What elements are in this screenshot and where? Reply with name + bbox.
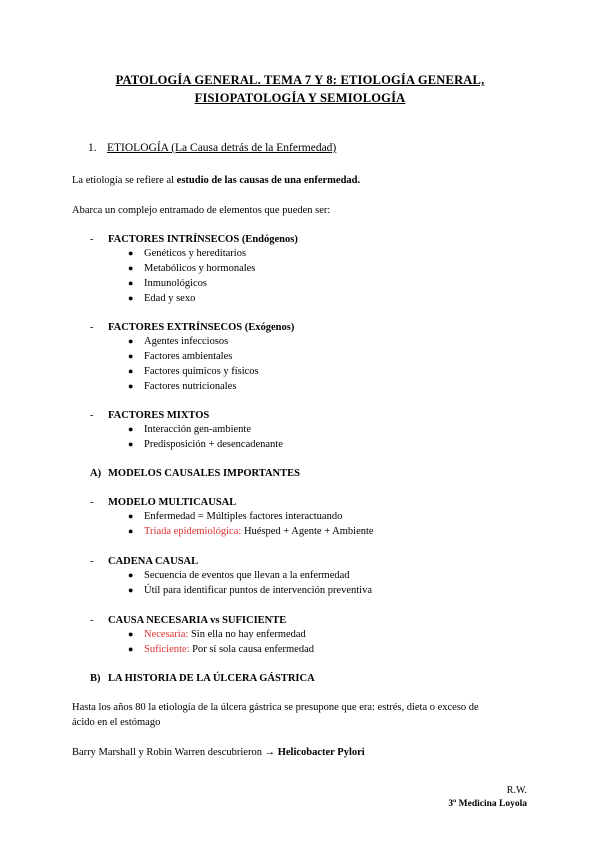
model-heading-necesaria: CAUSA NECESARIA vs SUFICIENTE bbox=[108, 615, 287, 626]
intro-paragraph-2: Abarca un complejo entramado de elementos que pueden ser: bbox=[72, 205, 331, 216]
historia-bold-text: Helicobacter Pylori bbox=[277, 747, 365, 758]
dash-marker: - bbox=[90, 556, 94, 567]
model-heading-multicausal: MODELO MULTICAUSAL bbox=[108, 497, 237, 508]
intro-text: La etiología se refiere al bbox=[72, 175, 177, 186]
list-item-text: Sin ella no hay enfermedad bbox=[188, 629, 306, 640]
arrow-icon: → bbox=[264, 747, 276, 758]
list-item: Genéticos y hereditarios bbox=[144, 248, 247, 259]
bullet-icon: ● bbox=[128, 366, 134, 376]
doc-title-line2: FISIOPATOLOGÍA Y SEMIOLOGÍA bbox=[194, 91, 406, 105]
list-item bbox=[144, 525, 374, 538]
historia-text: Barry Marshall y Robin Warren descubrieron bbox=[72, 747, 265, 758]
bullet-icon: ● bbox=[128, 439, 134, 449]
intro-paragraph-1 bbox=[72, 174, 360, 187]
subsection-heading-a: MODELOS CAUSALES IMPORTANTES bbox=[108, 468, 300, 479]
subsection-letter-b: B) bbox=[90, 673, 101, 684]
list-item: Factores nutricionales bbox=[144, 381, 237, 392]
bullet-icon: ● bbox=[128, 526, 134, 536]
list-item-text: Por sí sola causa enfermedad bbox=[189, 644, 314, 655]
historia-paragraph-line1: Hasta los años 80 la etiología de la úlcera gástrica se presupone que era: estrés, dieta o exceso de bbox=[72, 702, 479, 713]
list-item: Metabólicos y hormonales bbox=[144, 263, 256, 274]
list-item: Interacción gen-ambiente bbox=[144, 424, 251, 435]
bullet-icon: ● bbox=[128, 629, 134, 639]
bullet-icon: ● bbox=[128, 278, 134, 288]
group-heading-mixtos: FACTORES MIXTOS bbox=[108, 410, 210, 421]
dash-marker: - bbox=[90, 497, 94, 508]
list-item: Factores químicos y físicos bbox=[144, 366, 259, 377]
list-item: Útil para identificar puntos de intervención preventiva bbox=[144, 585, 373, 596]
dash-marker: - bbox=[90, 322, 94, 333]
bullet-icon: ● bbox=[128, 511, 134, 521]
bullet-icon: ● bbox=[128, 381, 134, 391]
list-item: Secuencia de eventos que llevan a la enfermedad bbox=[144, 570, 350, 581]
intro-bold-text: estudio de las causas de una enfermedad. bbox=[176, 175, 361, 186]
list-item: Enfermedad = Múltiples factores interactuando bbox=[144, 511, 343, 522]
list-item: Agentes infecciosos bbox=[144, 336, 229, 347]
list-item: Predisposición + desencadenante bbox=[144, 439, 283, 450]
list-item: Inmunológicos bbox=[144, 278, 207, 289]
dash-marker: - bbox=[90, 410, 94, 421]
highlight-term: Necesaria: bbox=[144, 629, 189, 640]
bullet-icon: ● bbox=[128, 336, 134, 346]
subsection-heading-b: LA HISTORIA DE LA ÚLCERA GÁSTRICA bbox=[108, 673, 315, 684]
dash-marker: - bbox=[90, 615, 94, 626]
section-number: 1. bbox=[88, 142, 97, 154]
list-item: Factores ambientales bbox=[144, 351, 233, 362]
group-heading-intrinsecos: FACTORES INTRÍNSECOS (Endógenos) bbox=[108, 234, 298, 245]
bullet-icon: ● bbox=[128, 248, 134, 258]
list-item: Edad y sexo bbox=[144, 293, 196, 304]
bullet-icon: ● bbox=[128, 263, 134, 273]
bullet-icon: ● bbox=[128, 644, 134, 654]
subsection-letter-a: A) bbox=[90, 468, 102, 479]
section-heading: ETIOLOGÍA (La Causa detrás de la Enfermedad) bbox=[107, 142, 337, 154]
historia-paragraph-2 bbox=[72, 746, 365, 759]
list-item-text: Huésped + Agente + Ambiente bbox=[241, 526, 374, 537]
bullet-icon: ● bbox=[128, 585, 134, 595]
bullet-icon: ● bbox=[128, 351, 134, 361]
list-item bbox=[144, 643, 314, 656]
dash-marker: - bbox=[90, 234, 94, 245]
model-heading-cadena: CADENA CAUSAL bbox=[108, 556, 199, 567]
highlight-term: Tríada epidemiológica: bbox=[144, 526, 242, 537]
footer-initials: R.W. bbox=[506, 785, 527, 796]
footer-course: 3º Medicina Loyola bbox=[448, 799, 527, 809]
list-item bbox=[144, 628, 306, 641]
bullet-icon: ● bbox=[128, 570, 134, 580]
historia-paragraph-line2: ácido en el estómago bbox=[72, 717, 161, 728]
bullet-icon: ● bbox=[128, 424, 134, 434]
doc-title-line1: PATOLOGÍA GENERAL. TEMA 7 Y 8: ETIOLOGÍA GENERAL, bbox=[115, 73, 485, 87]
group-heading-extrinsecos: FACTORES EXTRÍNSECOS (Exógenos) bbox=[108, 322, 295, 333]
highlight-term: Suficiente: bbox=[144, 644, 190, 655]
bullet-icon: ● bbox=[128, 293, 134, 303]
